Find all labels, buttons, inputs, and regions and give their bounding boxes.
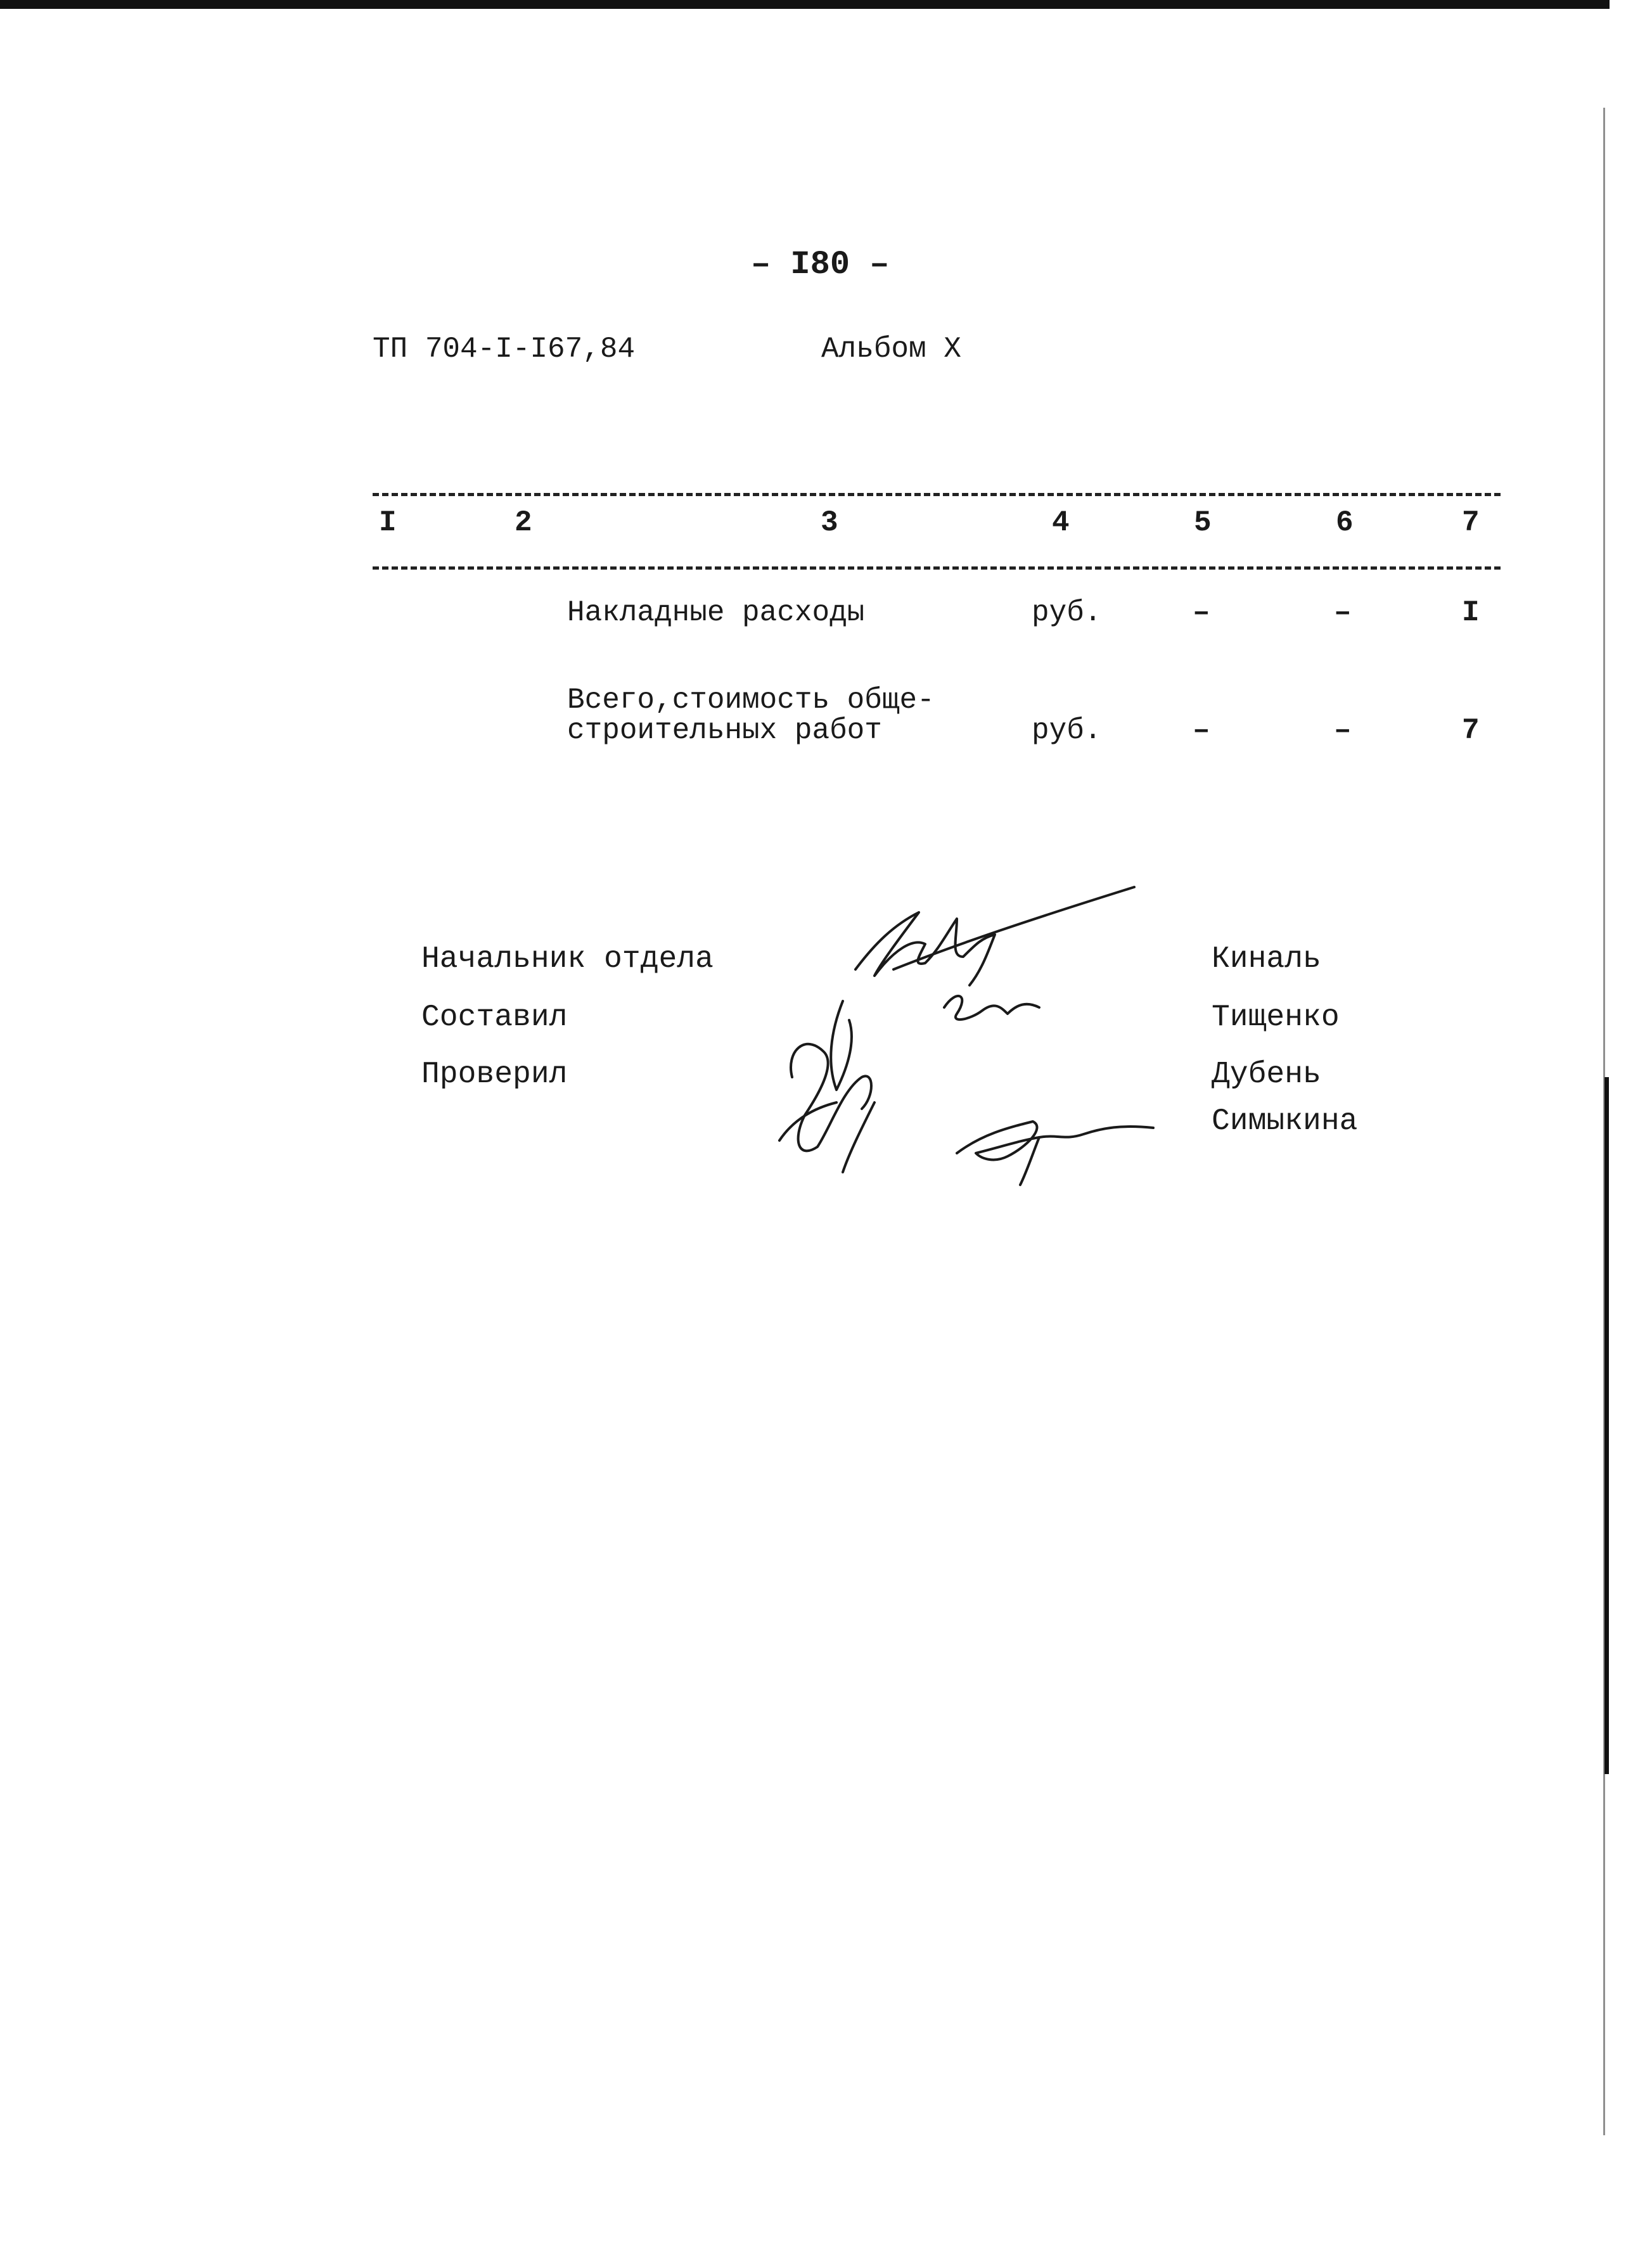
table-header-rule: [373, 566, 1501, 570]
row-2-name-continued: строительных работ: [567, 714, 882, 747]
name-tishchenko: Тищенко: [1212, 1000, 1340, 1035]
row-1-col5: –: [1193, 596, 1210, 629]
table-top-rule: [373, 493, 1501, 496]
name-duben: Дубень: [1212, 1057, 1321, 1092]
column-header-5: 5: [1194, 506, 1212, 539]
column-header-4: 4: [1052, 506, 1070, 539]
page-number: – I80 –: [751, 246, 890, 283]
column-header-7: 7: [1462, 506, 1480, 539]
label-department-head: Начальник отдела: [421, 942, 714, 976]
row-2-col5: –: [1193, 714, 1210, 747]
handwritten-signatures: [767, 874, 1198, 1204]
name-kinal: Киналь: [1212, 942, 1321, 976]
row-1-name: Накладные расходы: [567, 596, 865, 629]
row-2-unit: руб.: [1032, 714, 1102, 747]
row-2-name: Всего,стоимость обще-: [567, 684, 935, 717]
label-compiled-by: Составил: [421, 1000, 568, 1035]
album-label: Альбом X: [821, 333, 961, 366]
scan-top-border: [0, 0, 1610, 9]
label-checked-by: Проверил: [421, 1057, 568, 1092]
row-1-col6: –: [1334, 596, 1352, 629]
row-2-col6: –: [1334, 714, 1352, 747]
scan-right-edge-shadow: [1604, 1077, 1609, 1774]
row-2-col7: 7: [1462, 714, 1480, 747]
column-header-6: 6: [1336, 506, 1354, 539]
row-1-col7: I: [1462, 596, 1480, 629]
name-simykina: Симыкина: [1212, 1104, 1358, 1139]
row-1-unit: руб.: [1032, 596, 1102, 629]
column-header-2: 2: [515, 506, 532, 539]
column-header-1: I: [379, 506, 397, 539]
document-code: ТП 704-I-I67,84: [373, 333, 636, 366]
column-header-3: 3: [821, 506, 838, 539]
